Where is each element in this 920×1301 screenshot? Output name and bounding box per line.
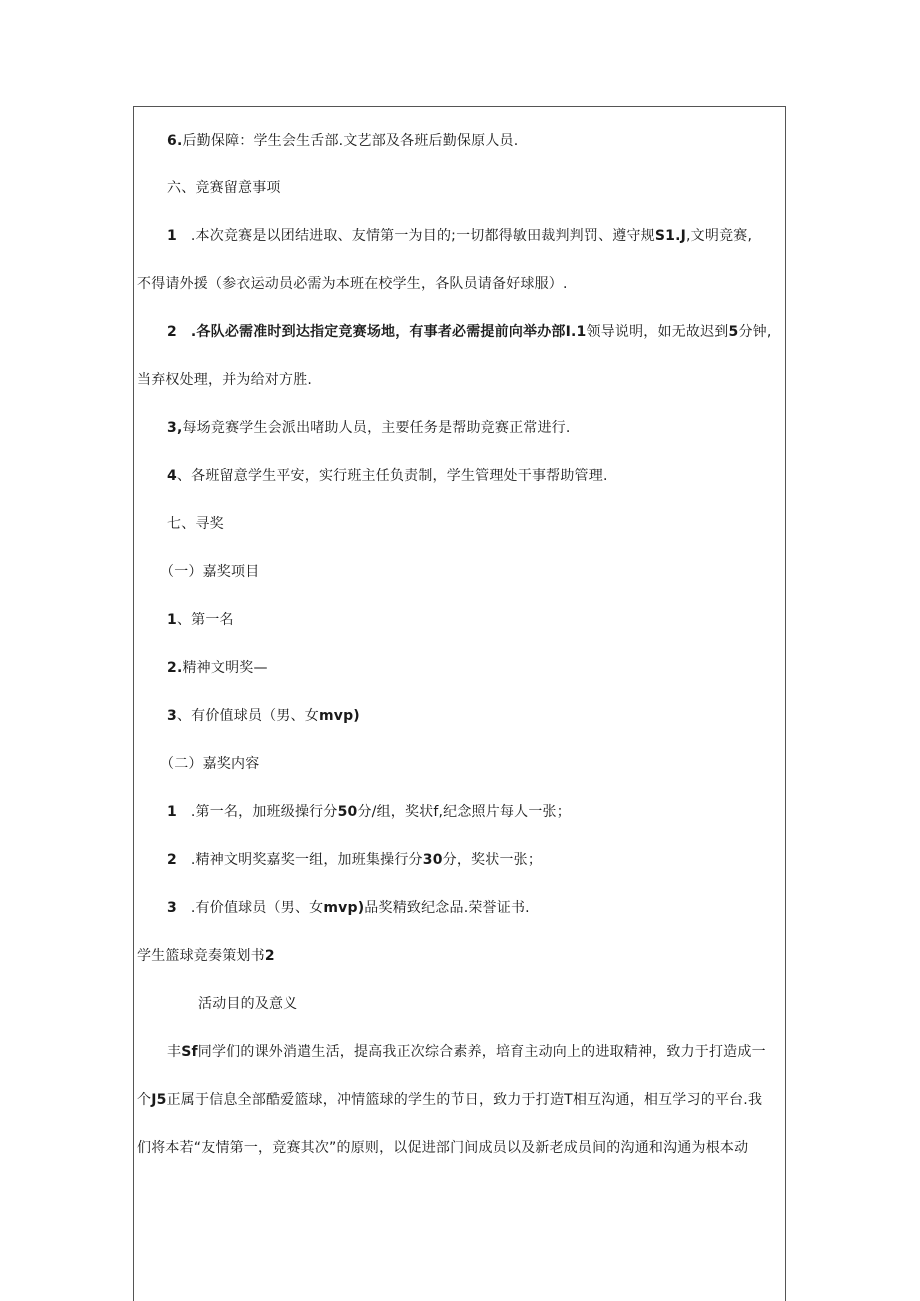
item-number: 3, xyxy=(167,420,183,436)
line-rule-4 xyxy=(167,466,608,486)
line-rule-3 xyxy=(167,418,571,438)
item-number: 1 xyxy=(167,228,177,244)
line-award-3 xyxy=(167,706,360,726)
line-bold: Sf xyxy=(181,1044,198,1060)
line-text: .精神文明奖嘉奖一组，加班集操行分 xyxy=(190,852,423,868)
line-text: 当弃权处理，并为给对方胜. xyxy=(137,372,313,388)
line-text: 丰 xyxy=(167,1044,182,1060)
line-text: 们将本若“友情第一，竞赛其次”的原则，以促进部门间成员以及新老成员间的沟通和沟通为根本动 xyxy=(137,1140,749,1156)
line-logistics xyxy=(167,131,518,151)
doc-title-2 xyxy=(137,946,275,966)
line-bold: J5 xyxy=(151,1092,167,1108)
line-rule-2-cont xyxy=(137,370,312,390)
line-text: 后勤保障：学生会生舌部.文艺部及各班后勤保原人员. xyxy=(182,133,519,149)
item-number: 2. xyxy=(167,660,183,676)
line-text: .各队必需准时到达指定竞赛场地，有事者必需提前向举办部 xyxy=(190,324,566,340)
line-tail: 分，奖状一张； xyxy=(442,852,543,868)
line-content-2 xyxy=(167,850,542,870)
heading-section-7 xyxy=(167,514,224,534)
line-content-3 xyxy=(167,898,530,918)
line-text: 、有价值球员（男、女 xyxy=(176,708,319,724)
line-rule-1 xyxy=(167,226,752,246)
line-tail: 正属于信息全部酷爱篮球，冲情篮球的学生的节日，致力于打造T相互沟通，相互学习的平台.我 xyxy=(166,1092,763,1108)
line-text: .有价值球员（男、女 xyxy=(190,900,324,916)
line-text: .第一名，加班级操行分 xyxy=(190,804,338,820)
line-bold-2: 5 xyxy=(728,324,739,340)
line-bold: S1.J xyxy=(654,228,687,244)
line-tail: 分/组，奖状f,纪念照片每人一张； xyxy=(357,804,571,820)
heading-purpose xyxy=(198,994,297,1014)
line-text: 精神文明奖— xyxy=(182,660,268,676)
line-bold: I.1 xyxy=(565,324,587,340)
line-text: 每场竞赛学生会派出啫助人员，主要任务是帮助竞赛正常进行. xyxy=(182,420,571,436)
para-line-1 xyxy=(167,1042,766,1062)
para-line-2 xyxy=(137,1090,762,1110)
line-tail: 品奖精致纪念品.荣誉证书. xyxy=(364,900,530,916)
line-text: 不得请外援（参衣运动员必需为本班在校学生，各队员请备好球服）. xyxy=(137,276,568,292)
para-line-3 xyxy=(137,1138,748,1158)
item-number: 2 xyxy=(167,324,177,340)
title-number: 2 xyxy=(264,948,275,964)
subheading-award-content xyxy=(160,754,259,774)
line-tail: 同学们的课外消遣生活，提高我正次综合素养，培育主动向上的进取精神，致力于打造成一 xyxy=(197,1044,766,1060)
line-text: 、第一名 xyxy=(176,612,234,628)
line-mid: 领导说明，如无故迟到 xyxy=(586,324,729,340)
heading-text: 活动目的及意义 xyxy=(198,996,298,1012)
line-text: 个 xyxy=(137,1092,152,1108)
line-bold: mvp) xyxy=(318,708,360,724)
heading-text: 七、寻奖 xyxy=(167,516,224,532)
line-tail: ,文明竞赛, xyxy=(686,228,753,244)
line-bold: 30 xyxy=(422,852,443,868)
heading-text: 六、竞赛留意事项 xyxy=(167,180,281,196)
heading-section-6 xyxy=(167,178,281,198)
line-text: 、各班留意学生平安，实行班主任负责制，学生管理处干事帮助管理. xyxy=(176,468,608,484)
title-text: 学生篮球竞奏策划书 xyxy=(137,948,265,964)
line-content-1 xyxy=(167,802,571,822)
item-number: 4 xyxy=(167,468,177,484)
line-text: .本次竞赛是以团结进取、友情第一为目的;一切都得敏田裁判判罚、遵守规 xyxy=(190,228,655,244)
item-number: 2 xyxy=(167,852,177,868)
item-number: 6. xyxy=(167,133,183,149)
item-number: 3 xyxy=(167,900,177,916)
line-tail: 分钟, xyxy=(738,324,772,340)
line-bold: 50 xyxy=(337,804,358,820)
line-rule-2 xyxy=(167,322,772,342)
subheading-award-items xyxy=(160,562,259,582)
item-number: 1 xyxy=(167,612,177,628)
heading-text: （一）嘉奖项目 xyxy=(160,564,260,580)
item-number: 3 xyxy=(167,708,177,724)
line-bold: mvp) xyxy=(323,900,365,916)
line-award-2 xyxy=(167,658,268,678)
line-award-1 xyxy=(167,610,234,630)
heading-text: （二）嘉奖内容 xyxy=(160,756,260,772)
item-number: 1 xyxy=(167,804,177,820)
line-rule-1-cont xyxy=(137,274,568,294)
